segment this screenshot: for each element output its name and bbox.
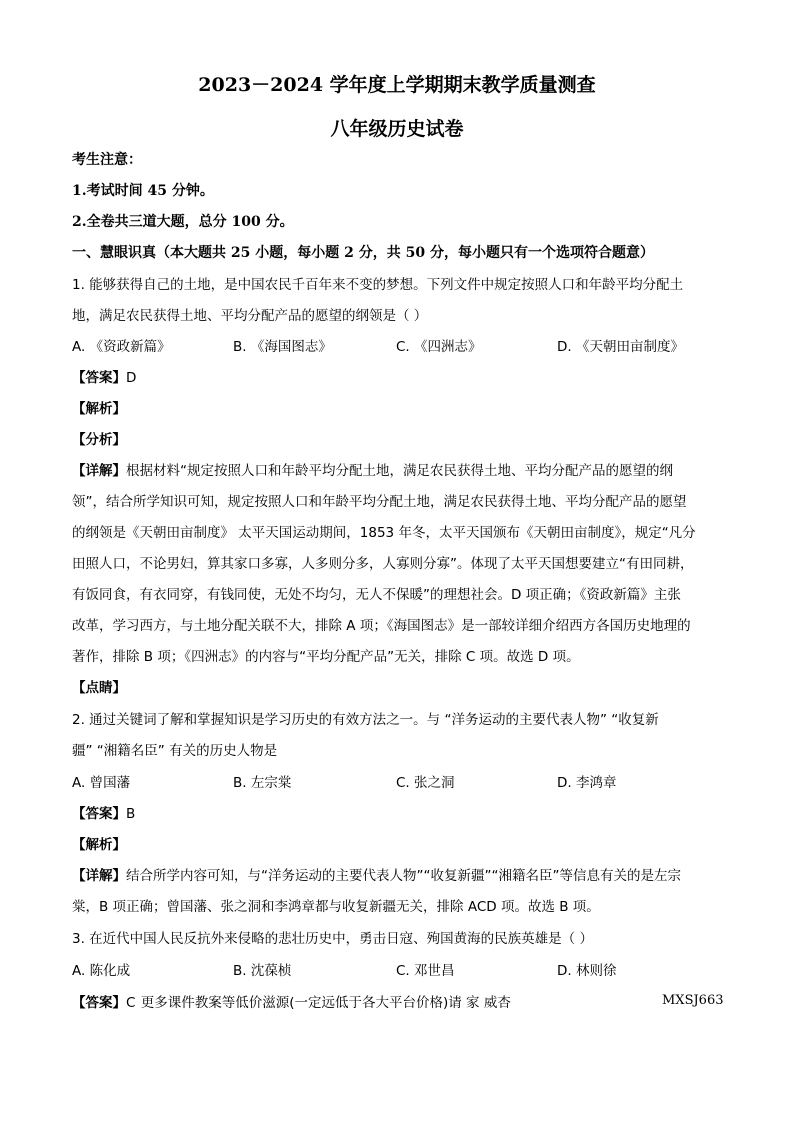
question-2-detail-line-2: 棠，B 项正确；曾国藩、张之洞和李鸿章都与收复新疆无关，排除 ACD 项。故选 B 项。 [72, 899, 600, 915]
question-2-option-d: D. 李鸿章 [557, 775, 617, 791]
exam-title: 2023－2024 学年度上学期期末教学质量测查 [198, 74, 596, 96]
question-2-option-b: B. 左宗棠 [233, 775, 292, 791]
notice-item-1: 1.考试时间 45 分钟。 [72, 183, 214, 199]
question-1-detail-line-5: 有饭同食，有衣同穿，有钱同使，无处不均匀，无人不保暖”的理想社会。D 项正确；《资政新篇》主张 [72, 587, 681, 603]
question-1-stem-line-1: 1. 能够获得自己的土地，是中国农民千百年来不变的梦想。下列文件中规定按照人口和年龄平均分配土 [72, 277, 684, 293]
question-3-option-d: D. 林则徐 [557, 963, 617, 979]
question-1-dianjing-tag: 【点睛】 [72, 680, 126, 696]
question-1-fenxi-tag: 【分析】 [72, 432, 126, 448]
question-3-stem: 3. 在近代中国人民反抗外来侵略的悲壮历史中，勇击日寇、殉国黄海的民族英雄是（ ） [72, 931, 593, 947]
question-1-option-c: C. 《四洲志》 [396, 339, 482, 355]
question-1-detail-line-7: 著作，排除 B 项；《四洲志》的内容与“平均分配产品”无关，排除 C 项。故选 D 项。 [72, 649, 580, 665]
question-1-detail-line-1: 【详解】根据材料“规定按照人口和年龄平均分配土地，满足农民获得土地、平均分配产品的愿望的纲 [72, 463, 673, 479]
question-3-option-a: A. 陈化成 [72, 963, 131, 979]
section-heading: 一、慧眼识真（本大题共 25 小题，每小题 2 分，共 50 分，每小题只有一个选项符合题意） [72, 245, 654, 261]
question-1-option-d: D. 《天朝田亩制度》 [557, 339, 684, 355]
question-3-option-c: C. 邓世昌 [396, 963, 455, 979]
question-2-answer: 【答案】B [72, 806, 136, 822]
question-1-detail-line-6: 改革，学习西方，与土地分配关联不大，排除 A 项；《海国图志》是一部较详细介绍西方各国历史地理的 [72, 618, 691, 634]
question-1-option-b: B. 《海国图志》 [233, 339, 332, 355]
question-2-analysis-tag: 【解析】 [72, 837, 126, 853]
question-2-detail-line-1: 【详解】结合所学内容可知，与“洋务运动的主要代表人物”“收复新疆”“湘籍名臣”等信息有关的是左宗 [72, 868, 681, 884]
question-1-answer: 【答案】D [72, 370, 137, 386]
question-2-stem-line-1: 2. 通过关键词了解和掌握知识是学习历史的有效方法之一。与 “洋务运动的主要代表人物” “收复新 [72, 712, 659, 728]
question-1-detail-line-4: 田照人口，不论男妇，算其家口多寡，人多则分多，人寡则分寡”。体现了太平天国想要建立“有田同耕， [72, 556, 694, 572]
question-1-analysis-tag: 【解析】 [72, 401, 126, 417]
question-1-option-a: A. 《资政新篇》 [72, 339, 171, 355]
question-2-stem-line-2: 疆” “湘籍名臣” 有关的历史人物是 [72, 743, 278, 759]
question-2-option-a: A. 曾国藩 [72, 775, 131, 791]
question-1-detail-line-3: 的纲领是《天朝田亩制度》 太平天国运动期间，1853 年冬，太平天国颁布《天朝田亩制度》，规定“凡分 [72, 525, 696, 541]
notice-item-2: 2.全卷共三道大题，总分 100 分。 [72, 214, 294, 230]
exam-subtitle: 八年级历史试卷 [330, 118, 464, 140]
question-3-option-b: B. 沈葆桢 [233, 963, 292, 979]
question-1-stem-line-2: 地，满足农民获得土地、平均分配产品的愿望的纲领是（ ） [72, 308, 428, 324]
notice-heading: 考生注意： [72, 152, 142, 168]
question-2-option-c: C. 张之洞 [396, 775, 455, 791]
question-3-answer: 【答案】C 更多课件教案等低价滋源(一定远低于各大平台价格)请 家 威杏 [72, 995, 511, 1011]
footer-code: MXSJ663 [662, 993, 724, 1008]
question-1-detail-line-2: 领”，结合所学知识可知，规定按照人口和年龄平均分配土地，满足农民获得土地、平均分配产品的愿望 [72, 494, 687, 510]
footer-note: 更多课件教案等低价滋源(一定远低于各大平台价格)请 家 威杏 [140, 995, 511, 1011]
